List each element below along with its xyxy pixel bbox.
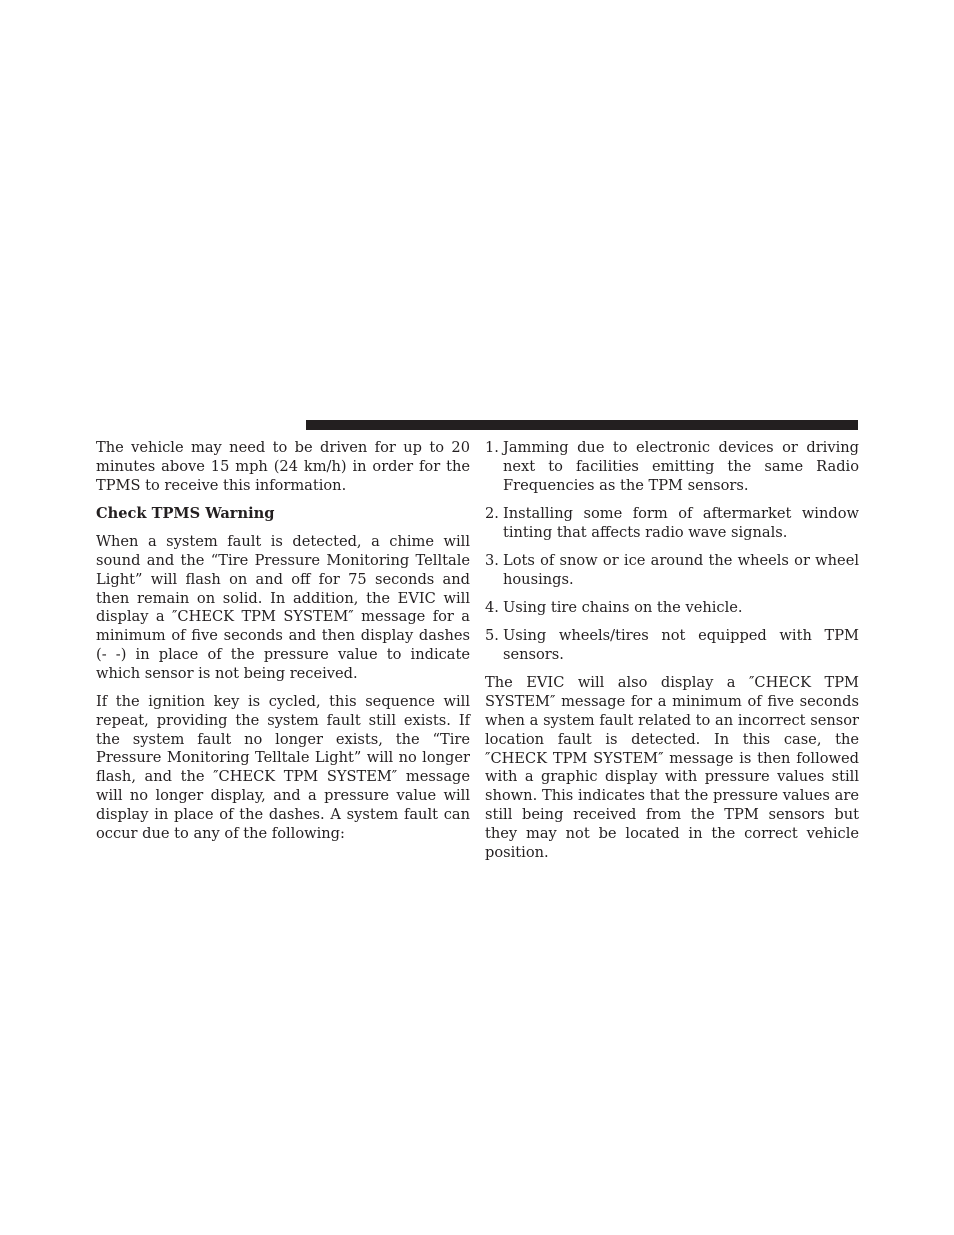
list-item-text: Lots of snow or ice around the wheels or wheel housings.	[503, 551, 859, 588]
list-item-number: 2.	[485, 504, 499, 522]
fault-causes-list	[485, 439, 859, 665]
sensor-location-paragraph: The EVIC will also display a ″CHECK TPM SYSTEM″ message for a minimum of five seconds when a system fault related to an incorrect sensor location fault is detected. In this case, the ″CHECK TPM SYSTEM″ message is then followed with a graphic display with pressure values still shown. This indicates that the pressure values are still being received from the TPM sensors but they may not be located in the correct vehicle position.	[485, 674, 859, 861]
ignition-cycle-paragraph: If the ignition key is cycled, this sequence will repeat, providing the system fault still exists. If the system fault no longer exists, the “Tire Pressure Monitoring Telltale Light” will no longer flash, and the ″CHECK TPM SYSTEM″ message will no longer display, and a pressure value will display in place of the dashes. A system fault can occur due to any of the following:	[96, 693, 470, 842]
list-item-text: Installing some form of aftermarket window tinting that affects radio wave signals.	[503, 504, 859, 541]
fault-detected-paragraph: When a system fault is detected, a chime will sound and the “Tire Pressure Monitoring Telltale Light” will flash on and off for 75 seconds and then remain on solid. In addition, the EVIC will display a ″CHECK TPM SYSTEM″ message for a minimum of five seconds and then display dashes (- -) in place of the pressure value to indicate which sensor is not being received.	[96, 533, 470, 682]
list-item	[485, 439, 859, 495]
list-item	[485, 505, 859, 543]
list-item	[485, 627, 859, 665]
list-item-number: 1.	[485, 439, 499, 456]
list-item	[485, 552, 859, 590]
list-item-number: 4.	[485, 599, 499, 617]
list-item-text: Using wheels/tires not equipped with TPM sensors.	[503, 627, 859, 664]
header-rule	[306, 420, 858, 430]
list-item-text: Jamming due to electronic devices or driving next to facilities emitting the same Radio Frequencies as the TPM sensors.	[503, 439, 859, 494]
list-item-number: 5.	[485, 627, 499, 645]
right-column	[485, 439, 859, 872]
list-item	[485, 599, 859, 618]
section-heading: Check TPMS Warning	[96, 504, 275, 522]
intro-paragraph: The vehicle may need to be driven for up to 20 minutes above 15 mph (24 km/h) in order for the TPMS to receive this information.	[96, 439, 470, 494]
left-column	[96, 439, 470, 853]
list-item-text: Using tire chains on the vehicle.	[503, 599, 743, 617]
list-item-number: 3.	[485, 551, 499, 569]
